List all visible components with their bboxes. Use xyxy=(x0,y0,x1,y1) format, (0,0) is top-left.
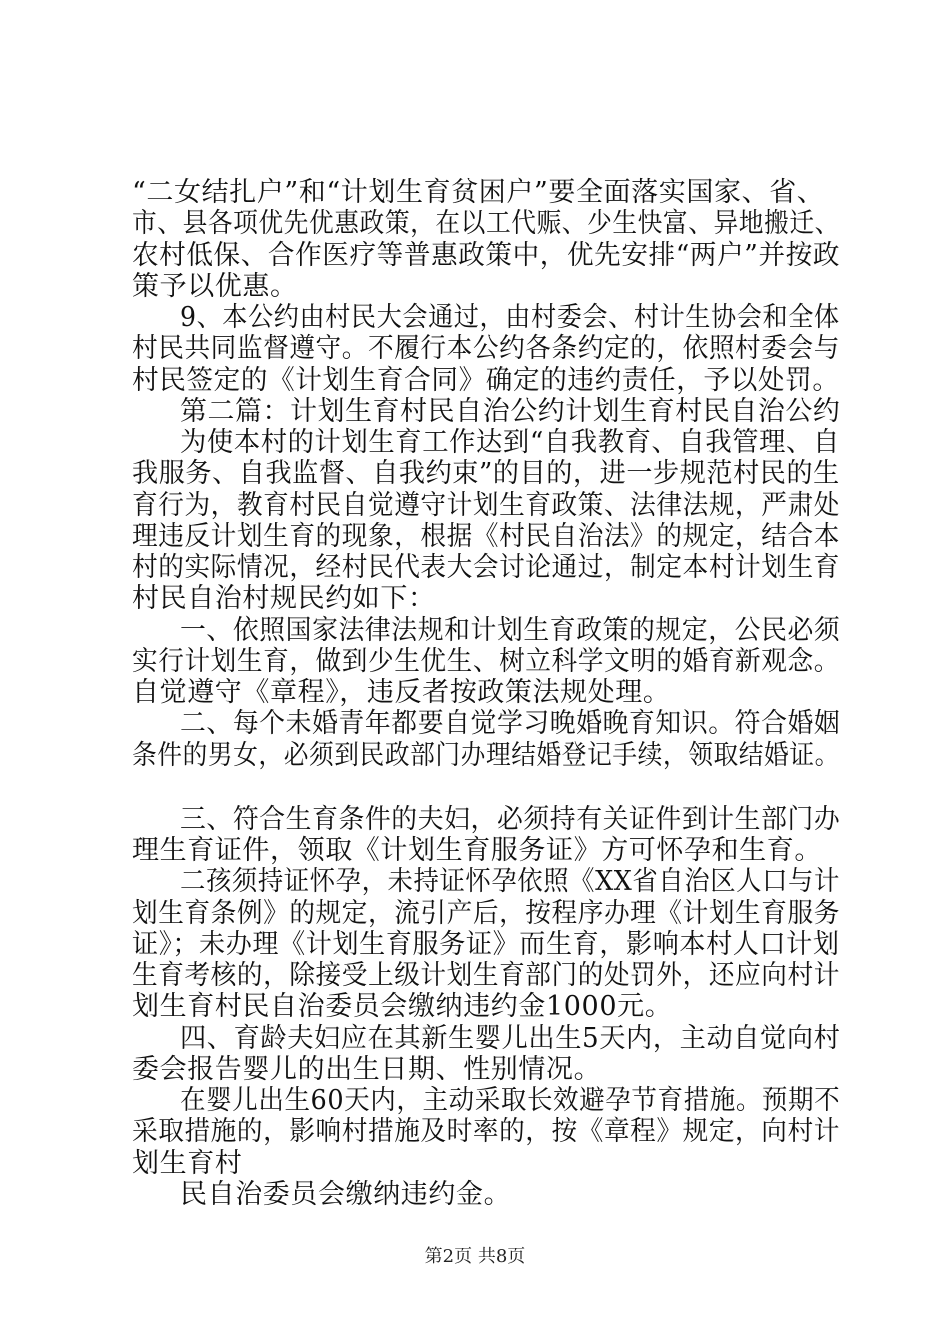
text-line: 农村低保、合作医疗等普惠政策中，优先安排“两户”并按政 xyxy=(132,240,841,271)
text-line: 实行计划生育，做到少生优生、树立科学文明的婚育新观念。 xyxy=(132,646,840,677)
text-line: 为使本村的计划生育工作达到“自我教育、自我管理、自 xyxy=(180,427,840,458)
text-line: 9、本公约由村民大会通过，由村委会、村计生协会和全体 xyxy=(180,302,840,333)
text-line: 三、符合生育条件的夫妇，必须持有关证件到计生部门办 xyxy=(180,804,841,835)
page-number-footer: 第2页 共8页 xyxy=(424,1246,526,1267)
text-line: 在婴儿出生60天内，主动采取长效避孕节育措施。预期不 xyxy=(180,1085,841,1116)
text-line: 市、县各项优先优惠政策，在以工代赈、少生快富、异地搬迁、 xyxy=(132,208,840,239)
text-line: 我服务、自我监督、自我约束”的目的，进一步规范村民的生 xyxy=(132,458,840,489)
text-line: 育行为，教育村民自觉遵守计划生育政策、法律法规，严肃处 xyxy=(132,490,840,521)
text-line: 划生育条例》的规定，流引产后，按程序办理《计划生育服务 xyxy=(132,898,840,929)
text-line: 一、依照国家法律法规和计划生育政策的规定，公民必须 xyxy=(180,615,841,646)
text-line: 民自治委员会缴纳违约金。 xyxy=(180,1179,512,1210)
text-line: 二、每个未婚青年都要自觉学习晚婚晚育知识。符合婚姻 xyxy=(180,708,841,739)
text-line: 证》；未办理《计划生育服务证》而生育，影响本村人口计划 xyxy=(132,929,840,960)
section-heading: 第二篇：计划生育村民自治公约计划生育村民自治公约 xyxy=(180,396,841,427)
text-line: 划生育村 xyxy=(132,1148,243,1179)
text-line: 四、育龄夫妇应在其新生婴儿出生5天内，主动自觉向村 xyxy=(180,1023,841,1054)
text-line: 村民签定的《计划生育合同》确定的违约责任，予以处罚。 xyxy=(132,365,840,396)
text-line: 村民自治村规民约如下： xyxy=(132,583,436,614)
text-line: “二女结扎户”和“计划生育贫困户”要全面落实国家、省、 xyxy=(132,177,825,208)
text-line: 理违反计划生育的现象，根据《村民自治法》的规定，结合本 xyxy=(132,521,840,552)
text-line: 采取措施的，影响村措施及时率的，按《章程》规定，向村计 xyxy=(132,1116,840,1147)
text-line: 委会报告婴儿的出生日期、性别情况。 xyxy=(132,1054,602,1085)
text-line: 策予以优惠。 xyxy=(132,271,298,302)
text-line: 二孩须持证怀孕，未持证怀孕依照《XX省自治区人口与计 xyxy=(180,866,840,897)
text-line: 生育考核的，除接受上级计划生育部门的处罚外，还应向村计 xyxy=(132,960,840,991)
text-line: 条件的男女，必须到民政部门办理结婚登记手续，领取结婚证。 xyxy=(132,740,840,771)
text-line: 村的实际情况，经村民代表大会讨论通过，制定本村计划生育 xyxy=(132,552,840,583)
text-line: 村民共同监督遵守。不履行本公约各条约定的，依照村委会与 xyxy=(132,333,840,364)
text-line: 自觉遵守《章程》，违反者按政策法规处理。 xyxy=(132,677,671,708)
text-line: 划生育村民自治委员会缴纳违约金1000元。 xyxy=(132,991,673,1022)
text-line: 理生育证件，领取《计划生育服务证》方可怀孕和生育。 xyxy=(132,835,822,866)
